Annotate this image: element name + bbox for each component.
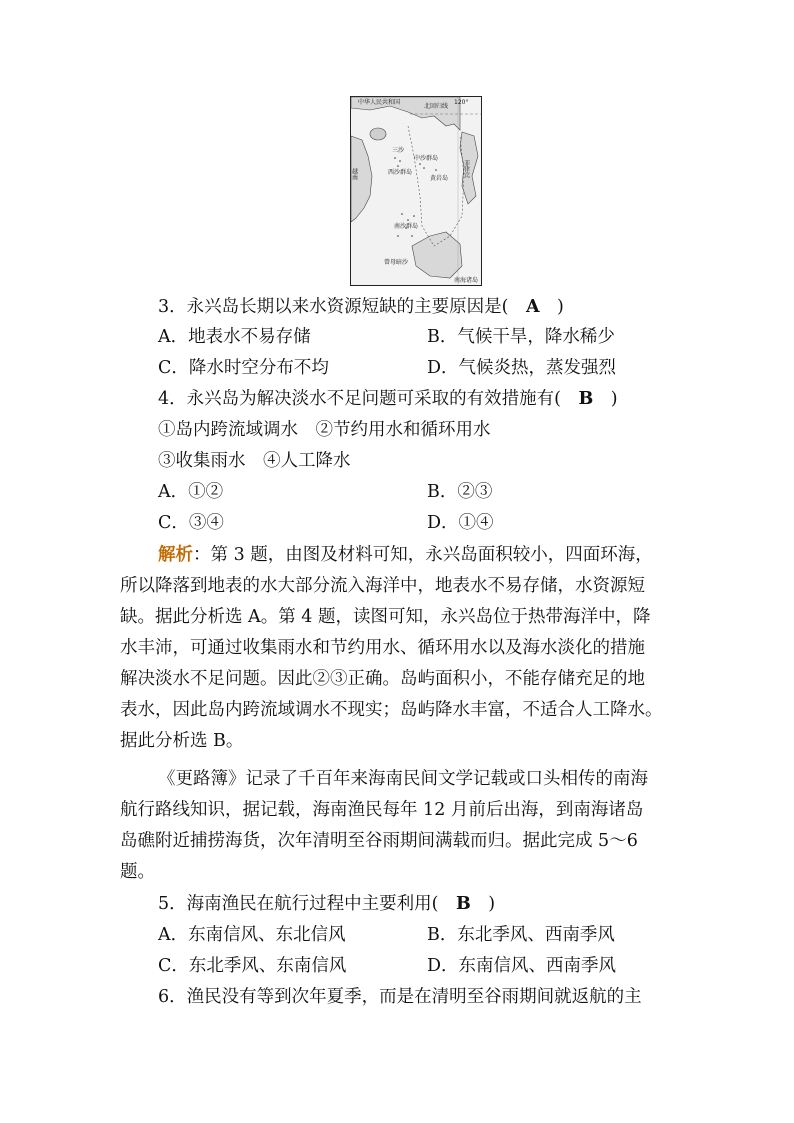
south-china-sea-map [350,96,482,286]
analysis-line-4: 水丰沛，可通过收集雨水和节约用水、循环用水以及海水淡化的措施 [120,638,645,658]
map-label-lon: 120° [454,99,469,106]
q3-option-b: B．气候干旱，降水稀少 [427,327,615,347]
q4-items-1: ①岛内跨流域调水 ②节约用水和循环用水 [158,420,491,440]
q5-answer: B [455,894,471,914]
map-label-xisha: 西沙群岛 [388,169,413,176]
q3-option-c: C．降水时空分布不均 [158,358,329,378]
q3-answer: A [525,297,540,317]
q5-option-a: A．东南信风、东北信风 [158,925,346,945]
q4-option-b: B．②③ [427,482,493,502]
map-label-nansha: 南沙群岛 [394,223,419,230]
analysis-line-3: 缺。据此分析选 A。第 4 题，读图可知，永兴岛位于热带海洋中，降 [120,607,651,627]
map-label-tropic: 北回归线 [424,103,449,110]
q4-items-2: ③收集雨水 ④人工降水 [158,451,351,471]
q4-stem: 4．永兴岛为解决淡水不足问题可采取的有效措施有( B ) [158,389,618,409]
analysis-line-5: 解决淡水不足问题。因此②③正确。岛屿面积小，不能存储充足的地 [120,669,645,689]
q5-stem: 5．海南渔民在航行过程中主要利用( B ) [158,894,496,914]
q5-option-d: D．东南信风、西南季风 [427,956,617,976]
map-label-zengmu: 曾母暗沙 [384,259,409,266]
q5-option-b: B．东北季风、西南季风 [427,925,615,945]
map-label-china: 中华人民共和国 [358,99,401,106]
map-label-philippines: 菲律宾 [462,160,470,178]
map-label-nanhai: 南海诸岛 [454,277,479,284]
map-label-zhongsha: 中沙群岛 [414,155,439,162]
q5-option-c: C．东北季风、东南信风 [158,956,347,976]
material-line-2: 航行路线知识，据记载，海南渔民每年 12 月前后出海，到南海诸岛 [120,800,644,820]
material-line-3: 岛礁附近捕捞海货，次年清明至谷雨期间满载而归。据此完成 5～6 [120,831,638,851]
map-label-sansha: 三沙 [392,147,405,154]
material-line-4: 题。 [120,862,155,882]
analysis-line-6: 表水，因此岛内跨流域调水不现实；岛屿降水丰富，不适合人工降水。 [120,700,663,720]
q3-option-a: A．地表水不易存储 [158,327,311,347]
analysis-line-2: 所以降落到地表的水大部分流入海洋中，地表水不易存储，水资源短 [120,576,645,596]
q4-answer: B [578,389,594,409]
q4-option-d: D．①④ [427,513,494,533]
q4-option-a: A．①② [158,482,224,502]
analysis-label: 解析 [158,545,193,565]
analysis-line-7: 据此分析选 B。 [120,731,244,751]
q3-stem: 3．永兴岛长期以来水资源短缺的主要原因是( A ) [158,297,564,317]
analysis-line-1: 解析：第 3 题，由图及材料可知，永兴岛面积较小，四面环海， [158,545,653,565]
q6-stem: 6．渔民没有等到次年夏季，而是在清明至谷雨期间就返航的主 [158,987,642,1007]
q3-option-d: D．气候炎热，蒸发强烈 [427,358,617,378]
map-label-vietnam: 越南 [350,168,358,180]
material-line-1: 《更路簿》记录了千百年来海南民间文学记载或口头相传的南海 [158,769,648,789]
map-label-huangyan: 黄岩岛 [430,175,449,182]
q4-option-c: C．③④ [158,513,224,533]
